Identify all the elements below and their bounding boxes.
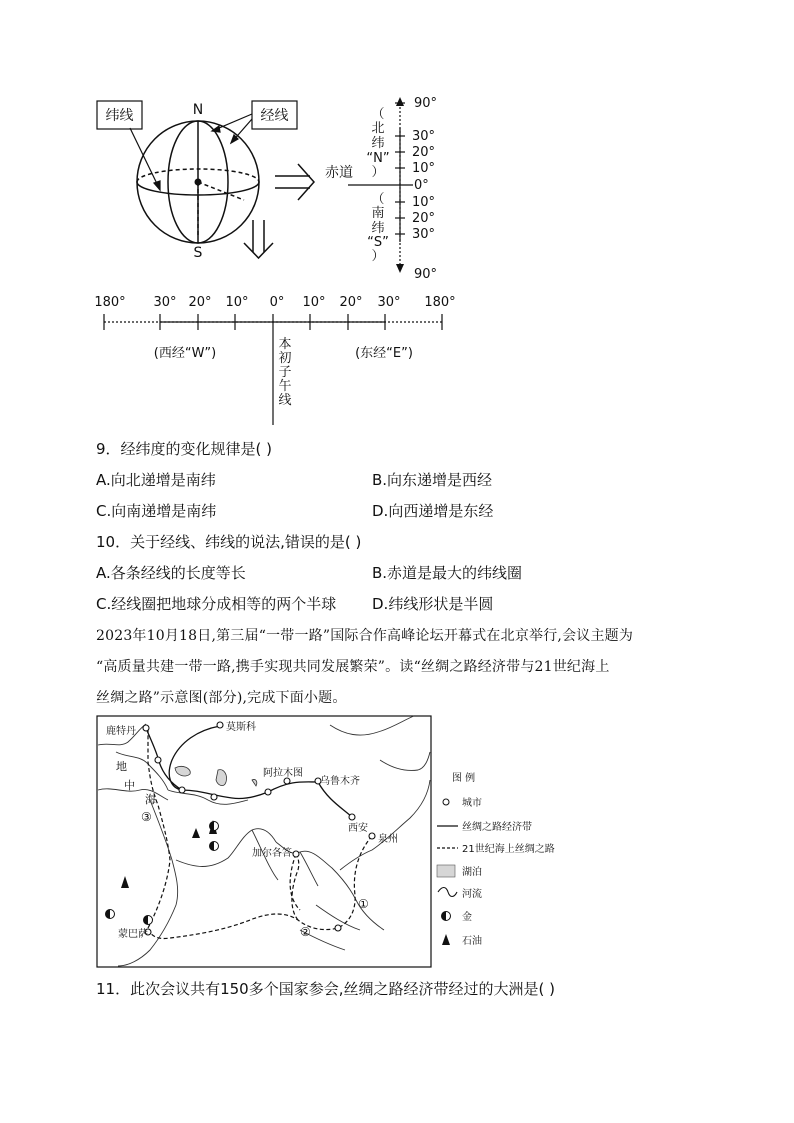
legend-city: 城市 [462, 798, 482, 809]
lon-tick-label: 180° [424, 295, 456, 310]
question-10-stem: 10．关于经线、纬线的说法,错误的是( ) [96, 533, 362, 551]
lat-tick-label: 90° [414, 96, 438, 111]
right-double-arrow-icon [275, 164, 314, 200]
lat-tick-label: 10° [412, 195, 436, 210]
q10-option-b[interactable]: B.赤道是最大的纬线圈 [372, 564, 523, 582]
prime-meridian-label: 本 [278, 337, 292, 352]
latitude-label: 纬线 [105, 108, 134, 124]
passage-line-1: 2023年10月18日,第三届“一带一路”国际合作高峰论坛开幕式在北京举行,会议主题为 [96, 628, 634, 644]
south-pole-label: S [193, 245, 203, 261]
lon-tick-label: 20° [188, 295, 212, 310]
city-label-urumqi: 乌鲁木齐 [320, 776, 360, 787]
north-lat-label: 纬 [371, 136, 385, 151]
lon-tick-label: 180° [94, 295, 126, 310]
city-label-mombasa: 蒙巴萨 [118, 929, 148, 940]
question-11-stem: 11．此次会议共有150多个国家参会,丝绸之路经济带经过的大洲是( ) [96, 980, 555, 998]
legend-lake-icon [437, 865, 455, 877]
lat-tick-label: 10° [412, 161, 436, 176]
legend-city-icon [443, 799, 449, 805]
lat-tick-label: 20° [412, 211, 436, 226]
city-label-kolkata: 加尔各答 [252, 848, 292, 859]
north-lat-label: ） [371, 165, 385, 180]
legend-river: 河流 [462, 889, 482, 900]
city-label-quanzhou: 泉州 [378, 834, 398, 845]
equator-label: 赤道 [325, 165, 353, 181]
north-lat-label: “N” [366, 151, 390, 166]
lon-tick-label: 30° [153, 295, 177, 310]
mediterranean-label: 中 [124, 779, 135, 792]
q9-option-c[interactable]: C.向南递增是南纬 [96, 502, 217, 520]
prime-meridian-label: 线 [278, 393, 292, 408]
map-legend [437, 771, 555, 947]
city-label-almaty: 阿拉木图 [263, 768, 303, 779]
marker-3: ③ [141, 810, 152, 824]
lon-tick-label: 10° [302, 295, 326, 310]
legend-river-icon [438, 888, 457, 897]
legend-belt: 丝绸之路经济带 [462, 822, 532, 833]
prime-meridian-label: 子 [278, 365, 292, 380]
lat-tick-label: 30° [412, 129, 436, 144]
lat-tick-label: 20° [412, 145, 436, 160]
south-lat-label: “S” [367, 235, 389, 250]
q10-option-d[interactable]: D.纬线形状是半圆 [372, 595, 494, 613]
mediterranean-label: 地 [116, 760, 127, 773]
globe-center [195, 179, 202, 186]
city-label-xian: 西安 [348, 823, 368, 834]
down-double-arrow-icon [244, 220, 273, 258]
city-label-moscow: 莫斯科 [226, 722, 256, 733]
lon-tick-label: 10° [225, 295, 249, 310]
legend-title: 图 例 [452, 773, 476, 784]
silk-road-map [0, 710, 794, 975]
q9-option-a[interactable]: A.向北递增是南纬 [96, 471, 216, 489]
legend-maritime: 21世纪海上丝绸之路 [462, 844, 555, 855]
q9-option-d[interactable]: D.向西递增是东经 [372, 502, 494, 520]
prime-meridian-label: 午 [278, 379, 292, 394]
lat-lon-diagram [0, 0, 794, 440]
legend-oil: 石油 [462, 936, 482, 947]
lon-tick-label: 20° [339, 295, 363, 310]
north-lat-label: （ [371, 107, 385, 122]
city-label-rotterdam: 鹿特丹 [106, 726, 136, 737]
marker-2: ② [300, 925, 311, 939]
south-lat-label: 纬 [371, 221, 385, 236]
north-lat-label: 北 [371, 121, 385, 136]
lat-tick-label: 30° [412, 227, 436, 242]
longitude-label: 经线 [260, 108, 289, 124]
west-longitude-label: (西经“W”) [153, 346, 217, 361]
mediterranean-label: 海 [145, 793, 156, 806]
question-9-stem: 9．经纬度的变化规律是( ) [96, 440, 273, 458]
lon-tick-label: 0° [269, 295, 285, 310]
north-pole-label: N [192, 102, 204, 118]
longitude-scale [104, 314, 442, 425]
south-lat-label: （ [371, 192, 385, 207]
q10-option-c[interactable]: C.经线圈把地球分成相等的两个半球 [96, 595, 337, 613]
lat-tick-label: 90° [414, 267, 438, 282]
legend-lake: 湖泊 [462, 867, 482, 878]
legend-gold: 金 [462, 912, 472, 923]
legend-oil-icon [442, 934, 450, 945]
east-longitude-label: (东经“E”) [355, 346, 413, 361]
passage-line-2: “高质量共建一带一路,携手实现共同发展繁荣”。读“丝绸之路经济带与21世纪海上 [96, 659, 610, 675]
q9-option-b[interactable]: B.向东递增是西经 [372, 471, 493, 489]
marker-1: ① [358, 897, 369, 911]
passage-line-3: 丝绸之路”示意图(部分),完成下面小题。 [96, 690, 347, 706]
lat-tick-label: 0° [414, 178, 429, 193]
south-lat-label: ） [371, 249, 385, 264]
south-lat-label: 南 [371, 206, 385, 221]
prime-meridian-label: 初 [278, 351, 292, 366]
q10-option-a[interactable]: A.各条经线的长度等长 [96, 564, 246, 582]
lon-tick-label: 30° [377, 295, 401, 310]
